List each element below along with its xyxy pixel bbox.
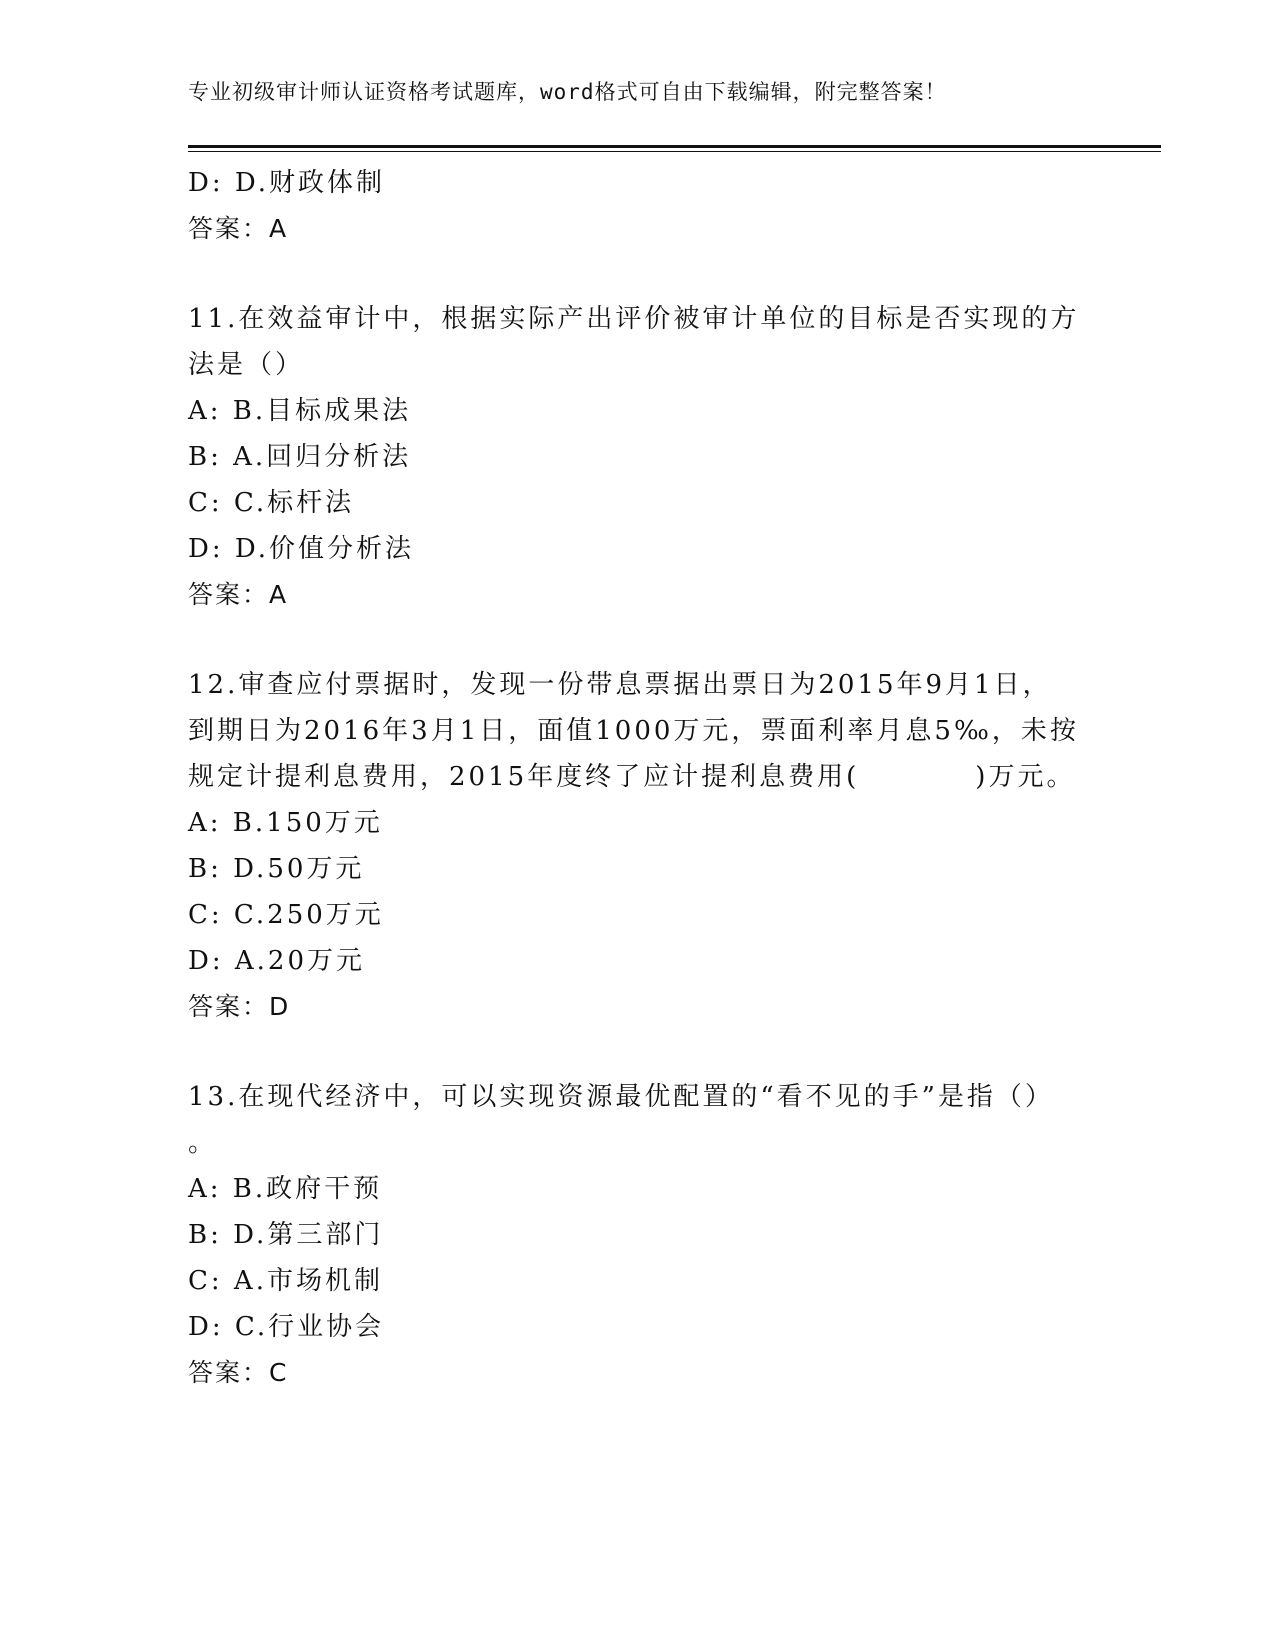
option-b: B: D.第三部门 bbox=[188, 1220, 384, 1250]
header-rule-thick bbox=[188, 145, 1161, 148]
question-text: 13.在现代经济中，可以实现资源最优配置的“看不见的手”是指（） bbox=[188, 1082, 1054, 1112]
option-b: B: A.回归分析法 bbox=[188, 442, 412, 472]
question-text: 到期日为2016年3月1日，面值1000万元，票面利率月息5‰，未按 bbox=[188, 716, 1079, 746]
question-text: 。 bbox=[188, 1128, 218, 1158]
question-list bbox=[188, 160, 1108, 1396]
option-d: D: D.财政体制 bbox=[188, 168, 386, 198]
question-text: 12.审查应付票据时，发现一份带息票据出票日为2015年9月1日， bbox=[188, 670, 1052, 700]
answer: 答案：C bbox=[188, 1358, 289, 1387]
option-a: A: B.目标成果法 bbox=[188, 396, 412, 426]
question-text: 11.在效益审计中，根据实际产出评价被审计单位的目标是否实现的方 bbox=[188, 304, 1080, 334]
option-a: A: B.政府干预 bbox=[188, 1174, 383, 1204]
question-text: 法是（） bbox=[188, 350, 305, 380]
answer: 答案：A bbox=[188, 214, 289, 243]
option-b: B: D.50万元 bbox=[188, 854, 365, 884]
option-d: D: A.20万元 bbox=[188, 946, 365, 976]
answer: 答案：A bbox=[188, 580, 289, 609]
header-rule-thin bbox=[188, 151, 1161, 152]
option-c: C: C.标杆法 bbox=[188, 488, 355, 518]
option-d: D: D.价值分析法 bbox=[188, 534, 415, 564]
answer: 答案：D bbox=[188, 992, 291, 1021]
option-c: C: C.250万元 bbox=[188, 900, 384, 930]
option-c: C: A.市场机制 bbox=[188, 1266, 383, 1296]
option-d: D: C.行业协会 bbox=[188, 1312, 385, 1342]
question-text: 规定计提利息费用，2015年度终了应计提利息费用( )万元。 bbox=[188, 762, 1076, 792]
option-a: A: B.150万元 bbox=[188, 808, 383, 838]
page-header: 专业初级审计师认证资格考试题库，word格式可自由下载编辑，附完整答案！ bbox=[188, 80, 947, 104]
